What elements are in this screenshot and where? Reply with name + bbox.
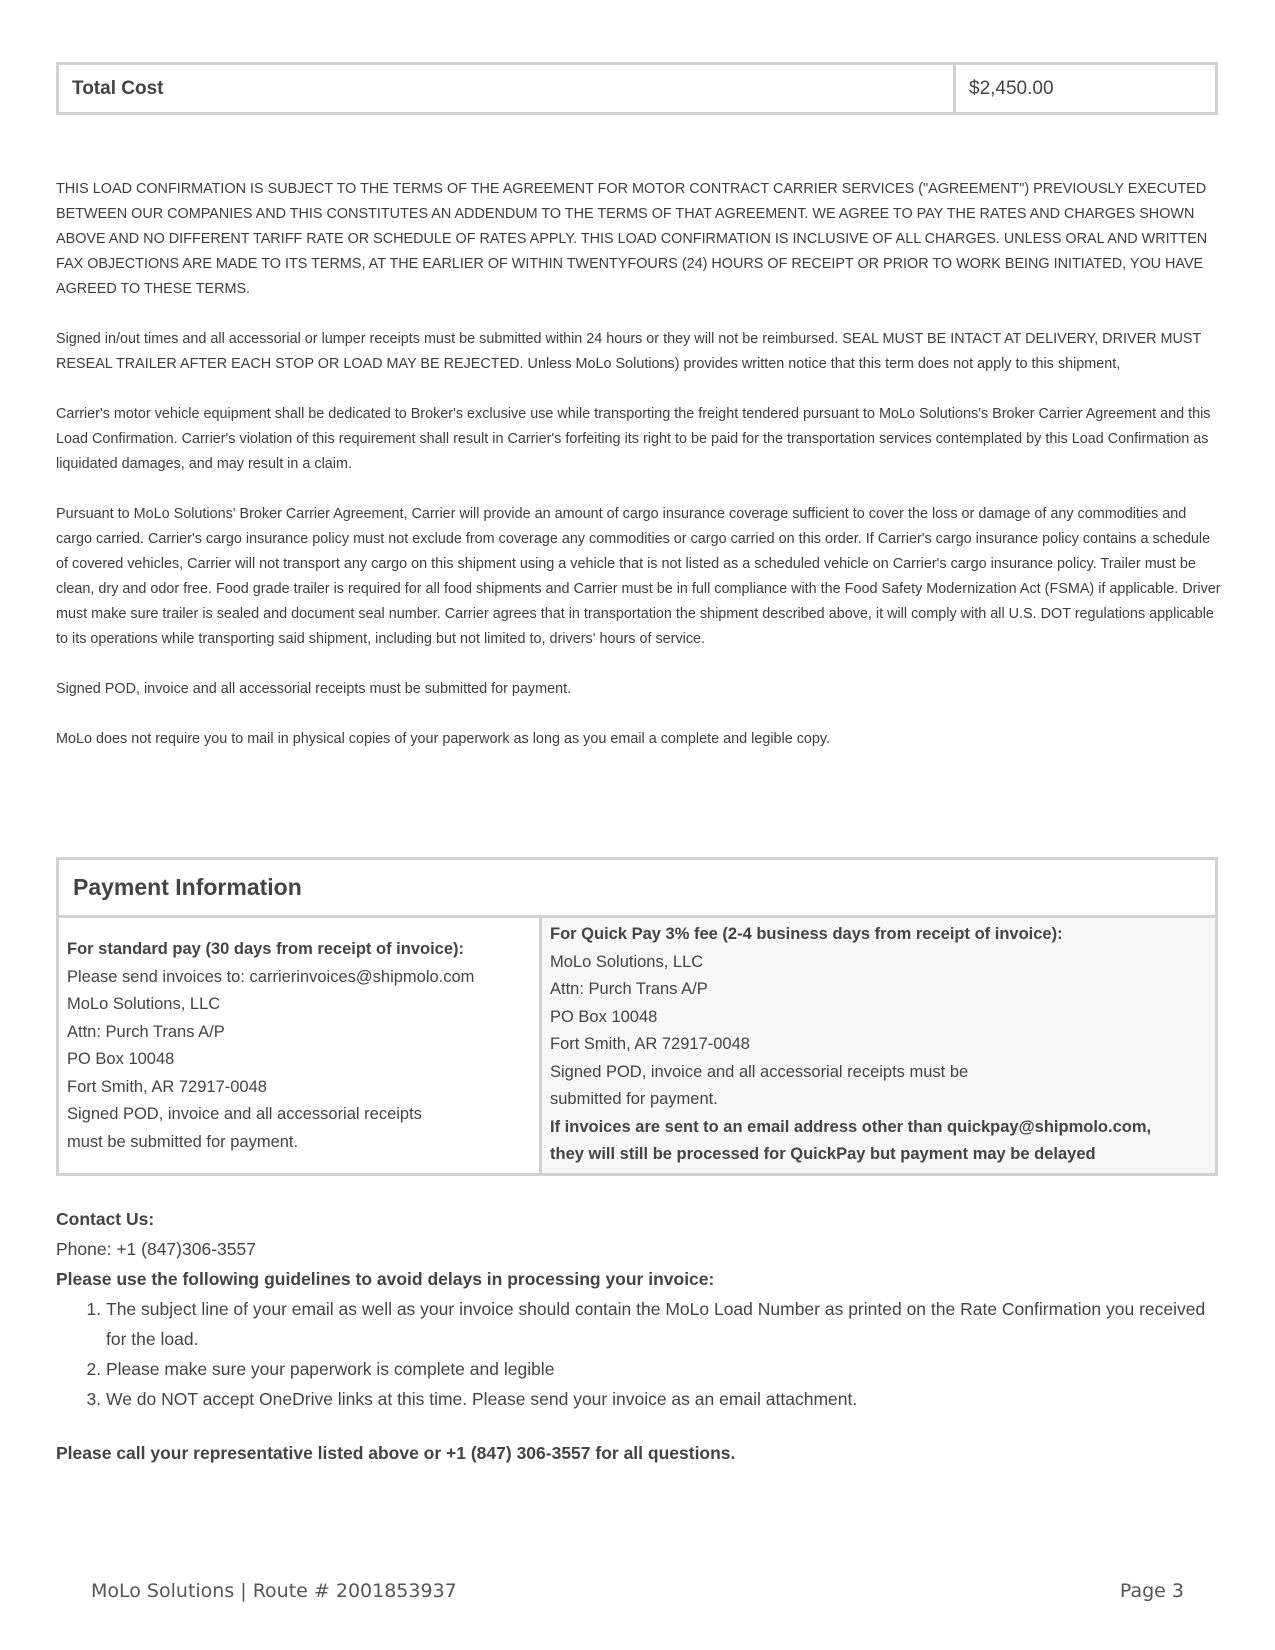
quick-pay-line: Signed POD, invoice and all accessorial receipts must be bbox=[550, 1062, 969, 1081]
contact-section bbox=[56, 1204, 1226, 1468]
standard-pay-line: Fort Smith, AR 72917-0048 bbox=[67, 1077, 267, 1096]
standard-pay-line: Please send invoices to: carrierinvoices@shipmolo.com bbox=[67, 967, 475, 986]
terms-paragraph-pod: Signed POD, invoice and all accessorial receipts must be submitted for payment. bbox=[56, 681, 572, 697]
payment-information-title: Payment Information bbox=[59, 860, 1215, 918]
guideline-item: 2. Please make sure your paperwork is complete and legible bbox=[106, 1354, 1226, 1384]
terms-paragraph-equipment: Carrier's motor vehicle equipment shall be dedicated to Broker's exclusive use while transporting the freight tendered pursuant to MoLo Solutions's Broker Carrier Agreement and this Load Confirmation. Carrier's violation of this requirement shall result in Carrier's forfeiting its right to be paid for the transportation services contemplated by this Load Confirmation as liquidated damages, and may result in a claim. bbox=[56, 406, 1211, 472]
page-footer bbox=[91, 1580, 1184, 1602]
total-cost-table bbox=[56, 62, 1218, 115]
quick-pay-notice: they will still be processed for QuickPay but payment may be delayed bbox=[550, 1145, 1096, 1163]
quick-pay-notice: If invoices are sent to an email address other than quickpay@shipmolo.com, bbox=[550, 1117, 1152, 1136]
standard-pay-line: PO Box 10048 bbox=[67, 1050, 175, 1068]
standard-pay-line: Signed POD, invoice and all accessorial receipts bbox=[67, 1105, 422, 1123]
guideline-item: 1. The subject line of your email as well as your invoice should contain the MoLo Load Number as printed on the Rate Confirmation you received for the load. bbox=[106, 1294, 1226, 1354]
quick-pay-line: Attn: Purch Trans A/P bbox=[550, 980, 708, 998]
contact-heading: Contact Us: bbox=[56, 1209, 155, 1229]
standard-pay-line: MoLo Solutions, LLC bbox=[67, 995, 221, 1013]
quick-pay-line: MoLo Solutions, LLC bbox=[550, 952, 704, 971]
payment-information-box bbox=[56, 857, 1218, 1176]
contact-phone: Phone: +1 (847)306-3557 bbox=[56, 1239, 256, 1259]
total-cost-value: $2,450.00 bbox=[969, 77, 1054, 99]
quick-pay-heading: For Quick Pay 3% fee (2-4 business days from receipt of invoice): bbox=[550, 925, 1063, 943]
closing-note: Please call your representative listed above or +1 (847) 306-3557 for all questions. bbox=[56, 1443, 736, 1463]
standard-pay-line: Attn: Purch Trans A/P bbox=[67, 1022, 225, 1041]
footer-route: MoLo Solutions | Route # 2001853937 bbox=[91, 1580, 457, 1602]
payment-columns bbox=[59, 918, 1215, 1173]
guideline-item: 3. We do NOT accept OneDrive links at this time. Please send your invoice as an email attachment. bbox=[106, 1384, 1226, 1414]
terms-paragraph-agreement: THIS LOAD CONFIRMATION IS SUBJECT TO THE TERMS OF THE AGREEMENT FOR MOTOR CONTRACT CARRIER SERVICES ("AGREEMENT") PREVIOUSLY EXECUTED BETWEEN OUR COMPANIES AND THIS CONSTITUTES AN ADDENDUM TO THE TERMS OF THAT AGREEMENT. WE AGREE TO PAY THE RATES AND CHARGES SHOWN ABOVE AND NO DIFFERENT TARIFF RATE OR SCHEDULE OF RATES APPLY. THIS LOAD CONFIRMATION IS INCLUSIVE OF ALL CHARGES. UNLESS ORAL AND WRITTEN FAX OBJECTIONS ARE MADE TO ITS TERMS, AT THE EARLIER OF WITHIN TWENTYFOURS (24) HOURS OF RECEIPT OR PRIOR TO WORK BEING INITIATED, YOU HAVE AGREED TO THESE TERMS. bbox=[56, 181, 1208, 297]
terms-paragraph-insurance: Pursuant to MoLo Solutions' Broker Carrier Agreement, Carrier will provide an amount of cargo insurance coverage sufficient to cover the loss or damage of any commodities and cargo carried. Carrier's cargo insurance policy must not exclude from coverage any commodities or cargo carried on this order. If Carrier's cargo insurance policy contains a schedule of covered vehicles, Carrier will not transport any cargo on this shipment using a vehicle that is not listed as a scheduled vehicle on Carrier's cargo insurance policy. Trailer must be clean, dry and odor free. Food grade trailer is required for all food shipments and Carrier must be in full compliance with the Food Safety Modernization Act (FSMA) if applicable. Driver must make sure trailer is sealed and document seal number. Carrier agrees that in transportation the shipment described above, it will comply with all U.S. DOT regulations applicable to its operations while transporting said shipment, including but not limited to, drivers' hours of service. bbox=[56, 506, 1221, 647]
terms-section bbox=[56, 177, 1222, 777]
standard-pay-heading: For standard pay (30 days from receipt of invoice): bbox=[67, 940, 465, 958]
standard-pay-line: must be submitted for payment. bbox=[67, 1132, 299, 1151]
footer-page-number: Page 3 bbox=[1119, 1580, 1184, 1602]
guidelines-list bbox=[56, 1294, 1226, 1414]
total-cost-label: Total Cost bbox=[59, 65, 956, 112]
guidelines-heading: Please use the following guidelines to avoid delays in processing your invoice: bbox=[56, 1269, 715, 1289]
quick-pay-line: PO Box 10048 bbox=[550, 1007, 658, 1026]
terms-paragraph-signed-times: Signed in/out times and all accessorial or lumper receipts must be submitted within 24 hours or they will not be reimbursed. SEAL MUST BE INTACT AT DELIVERY, DRIVER MUST RESEAL TRAILER AFTER EACH STOP OR LOAD MAY BE REJECTED. Unless MoLo Solutions) provides written notice that this term does not apply to this shipment, bbox=[56, 331, 1202, 372]
terms-paragraph-paperwork: MoLo does not require you to mail in physical copies of your paperwork as long as you email a complete and legible copy. bbox=[56, 731, 831, 747]
quick-pay-line: Fort Smith, AR 72917-0048 bbox=[550, 1035, 750, 1053]
standard-pay-column bbox=[59, 918, 542, 1173]
quick-pay-column bbox=[542, 918, 1215, 1173]
quick-pay-line: submitted for payment. bbox=[550, 1090, 718, 1108]
